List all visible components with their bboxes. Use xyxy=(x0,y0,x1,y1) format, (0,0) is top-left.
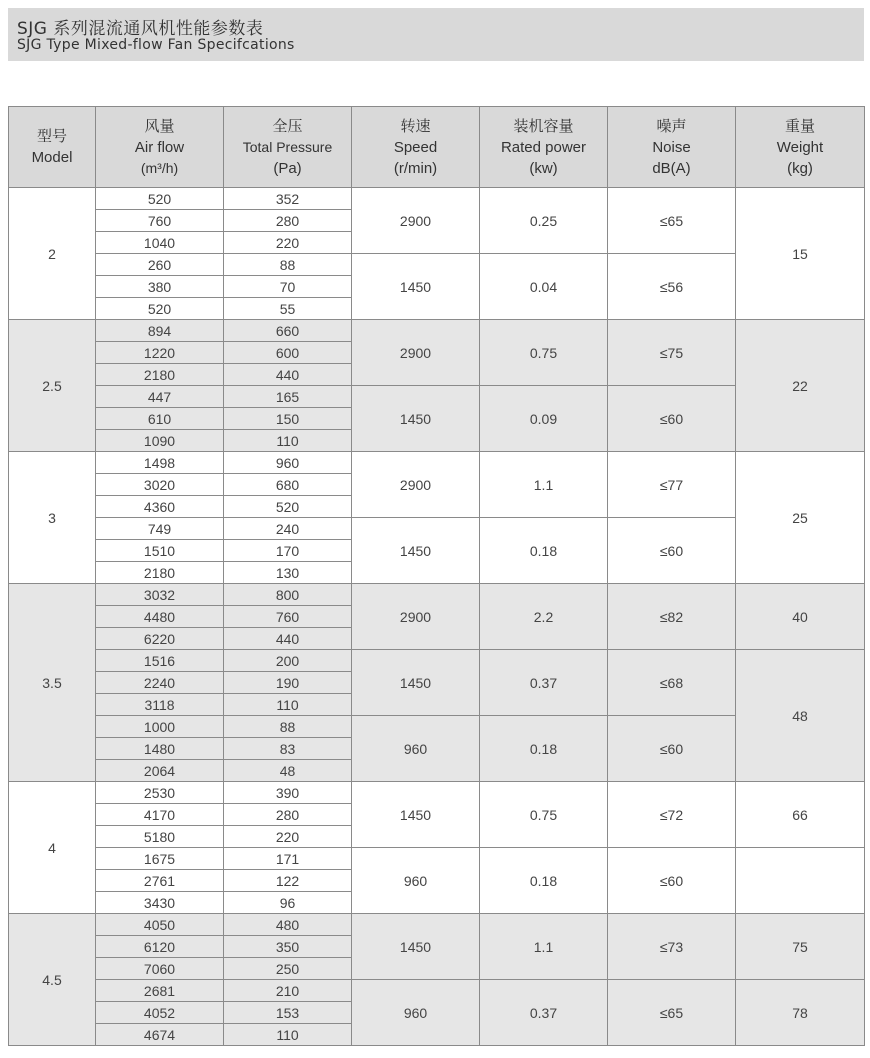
pressure-cell: 110 xyxy=(224,694,352,716)
table-row xyxy=(9,452,865,474)
pressure-cell: 88 xyxy=(224,254,352,276)
weight-cell: 78 xyxy=(736,980,865,1046)
airflow-cell: 1220 xyxy=(96,342,224,364)
col-noise-unit: dB(A) xyxy=(652,159,691,177)
model-cell: 2.5 xyxy=(9,320,96,452)
pressure-cell: 190 xyxy=(224,672,352,694)
airflow-cell: 6120 xyxy=(96,936,224,958)
speed-cell: 1450 xyxy=(352,254,480,320)
noise-cell: ≤65 xyxy=(608,188,736,254)
airflow-cell: 1090 xyxy=(96,430,224,452)
speed-cell: 1450 xyxy=(352,782,480,848)
table-row xyxy=(9,320,865,342)
noise-cell: ≤60 xyxy=(608,716,736,782)
table-row xyxy=(9,782,865,804)
noise-cell: ≤65 xyxy=(608,980,736,1046)
airflow-cell: 1000 xyxy=(96,716,224,738)
col-speed-header xyxy=(352,107,480,188)
airflow-cell: 4480 xyxy=(96,606,224,628)
table-header-row xyxy=(9,107,865,188)
pressure-cell: 110 xyxy=(224,1024,352,1046)
pressure-cell: 440 xyxy=(224,628,352,650)
noise-cell: ≤77 xyxy=(608,452,736,518)
weight-cell: 66 xyxy=(736,782,865,848)
col-pressure-cn: 全压 xyxy=(272,117,303,135)
weight-cell: 15 xyxy=(736,188,865,320)
col-noise-cn: 噪声 xyxy=(656,117,687,135)
pressure-cell: 171 xyxy=(224,848,352,870)
power-cell: 0.75 xyxy=(480,320,608,386)
weight-cell xyxy=(736,848,865,914)
col-speed-cn: 转速 xyxy=(400,117,431,135)
airflow-cell: 3020 xyxy=(96,474,224,496)
airflow-cell: 2180 xyxy=(96,364,224,386)
col-power-unit: (kw) xyxy=(529,159,558,177)
pressure-cell: 48 xyxy=(224,760,352,782)
pressure-cell: 96 xyxy=(224,892,352,914)
speed-cell: 2900 xyxy=(352,188,480,254)
speed-cell: 2900 xyxy=(352,584,480,650)
noise-cell: ≤56 xyxy=(608,254,736,320)
power-cell: 2.2 xyxy=(480,584,608,650)
noise-cell: ≤60 xyxy=(608,518,736,584)
pressure-cell: 350 xyxy=(224,936,352,958)
airflow-cell: 2530 xyxy=(96,782,224,804)
airflow-cell: 6220 xyxy=(96,628,224,650)
col-airflow-unit: (m³/h) xyxy=(140,159,179,176)
airflow-cell: 2761 xyxy=(96,870,224,892)
speed-cell: 1450 xyxy=(352,914,480,980)
model-cell: 3 xyxy=(9,452,96,584)
power-cell: 0.37 xyxy=(480,980,608,1046)
weight-cell: 48 xyxy=(736,650,865,782)
airflow-cell: 1510 xyxy=(96,540,224,562)
pressure-cell: 210 xyxy=(224,980,352,1002)
col-noise-header xyxy=(608,107,736,188)
airflow-cell: 3032 xyxy=(96,584,224,606)
speed-cell: 960 xyxy=(352,980,480,1046)
pressure-cell: 800 xyxy=(224,584,352,606)
model-cell: 2 xyxy=(9,188,96,320)
noise-cell: ≤75 xyxy=(608,320,736,386)
weight-cell: 75 xyxy=(736,914,865,980)
pressure-cell: 122 xyxy=(224,870,352,892)
airflow-cell: 4170 xyxy=(96,804,224,826)
pressure-cell: 352 xyxy=(224,188,352,210)
power-cell: 0.18 xyxy=(480,848,608,914)
pressure-cell: 280 xyxy=(224,210,352,232)
pressure-cell: 680 xyxy=(224,474,352,496)
col-weight-cn: 重量 xyxy=(784,117,815,135)
pressure-cell: 220 xyxy=(224,826,352,848)
pressure-cell: 520 xyxy=(224,496,352,518)
power-cell: 0.09 xyxy=(480,386,608,452)
pressure-cell: 440 xyxy=(224,364,352,386)
power-cell: 0.18 xyxy=(480,518,608,584)
title-chinese: SJG 系列混流通风机性能参数表 xyxy=(17,19,264,39)
pressure-cell: 250 xyxy=(224,958,352,980)
airflow-cell: 1675 xyxy=(96,848,224,870)
noise-cell: ≤82 xyxy=(608,584,736,650)
airflow-cell: 520 xyxy=(96,298,224,320)
col-weight-unit: (kg) xyxy=(787,159,813,177)
noise-cell: ≤68 xyxy=(608,650,736,716)
airflow-cell: 4360 xyxy=(96,496,224,518)
title-english: SJG Type Mixed-flow Fan Specifcations xyxy=(17,37,295,53)
pressure-cell: 660 xyxy=(224,320,352,342)
airflow-cell: 260 xyxy=(96,254,224,276)
page-header xyxy=(8,8,864,61)
airflow-cell: 3430 xyxy=(96,892,224,914)
noise-cell: ≤60 xyxy=(608,848,736,914)
pressure-cell: 70 xyxy=(224,276,352,298)
model-cell: 4 xyxy=(9,782,96,914)
pressure-cell: 390 xyxy=(224,782,352,804)
noise-cell: ≤73 xyxy=(608,914,736,980)
pressure-cell: 600 xyxy=(224,342,352,364)
weight-cell: 22 xyxy=(736,320,865,452)
pressure-cell: 170 xyxy=(224,540,352,562)
weight-cell: 25 xyxy=(736,452,865,584)
airflow-cell: 1040 xyxy=(96,232,224,254)
col-power-header xyxy=(480,107,608,188)
col-pressure-header xyxy=(224,107,352,188)
power-cell: 1.1 xyxy=(480,914,608,980)
power-cell: 0.04 xyxy=(480,254,608,320)
power-cell: 0.37 xyxy=(480,650,608,716)
table-row xyxy=(9,188,865,210)
model-cell: 4.5 xyxy=(9,914,96,1046)
speed-cell: 1450 xyxy=(352,386,480,452)
pressure-cell: 153 xyxy=(224,1002,352,1024)
speed-cell: 960 xyxy=(352,716,480,782)
col-speed-unit: (r/min) xyxy=(393,159,438,177)
airflow-cell: 447 xyxy=(96,386,224,408)
power-cell: 1.1 xyxy=(480,452,608,518)
spec-table xyxy=(8,106,865,1046)
col-power-cn: 装机容量 xyxy=(513,117,574,135)
airflow-cell: 749 xyxy=(96,518,224,540)
pressure-cell: 240 xyxy=(224,518,352,540)
table-row xyxy=(9,914,865,936)
airflow-cell: 610 xyxy=(96,408,224,430)
airflow-cell: 1498 xyxy=(96,452,224,474)
power-cell: 0.18 xyxy=(480,716,608,782)
airflow-cell: 4052 xyxy=(96,1002,224,1024)
col-airflow-header xyxy=(96,107,224,188)
col-model-en: Model xyxy=(31,149,73,166)
col-power-en: Rated power xyxy=(500,138,587,156)
airflow-cell: 2064 xyxy=(96,760,224,782)
col-airflow-en: Air flow xyxy=(134,138,185,156)
airflow-cell: 760 xyxy=(96,210,224,232)
airflow-cell: 2240 xyxy=(96,672,224,694)
col-model-header xyxy=(9,107,96,188)
col-pressure-en: Total Pressure xyxy=(242,138,333,155)
model-cell: 3.5 xyxy=(9,584,96,782)
airflow-cell: 520 xyxy=(96,188,224,210)
pressure-cell: 220 xyxy=(224,232,352,254)
pressure-cell: 130 xyxy=(224,562,352,584)
pressure-cell: 88 xyxy=(224,716,352,738)
col-airflow-cn: 风量 xyxy=(144,117,175,135)
weight-cell: 40 xyxy=(736,584,865,650)
power-cell: 0.75 xyxy=(480,782,608,848)
airflow-cell: 4674 xyxy=(96,1024,224,1046)
table-row xyxy=(9,584,865,606)
col-pressure-unit: (Pa) xyxy=(273,159,302,177)
airflow-cell: 380 xyxy=(96,276,224,298)
col-weight-en: Weight xyxy=(776,138,824,156)
pressure-cell: 280 xyxy=(224,804,352,826)
pressure-cell: 480 xyxy=(224,914,352,936)
speed-cell: 1450 xyxy=(352,650,480,716)
pressure-cell: 760 xyxy=(224,606,352,628)
airflow-cell: 1516 xyxy=(96,650,224,672)
airflow-cell: 3118 xyxy=(96,694,224,716)
airflow-cell: 1480 xyxy=(96,738,224,760)
pressure-cell: 55 xyxy=(224,298,352,320)
table-row xyxy=(9,848,865,870)
noise-cell: ≤72 xyxy=(608,782,736,848)
noise-cell: ≤60 xyxy=(608,386,736,452)
speed-cell: 960 xyxy=(352,848,480,914)
airflow-cell: 5180 xyxy=(96,826,224,848)
table-row xyxy=(9,650,865,672)
airflow-cell: 894 xyxy=(96,320,224,342)
power-cell: 0.25 xyxy=(480,188,608,254)
table-row xyxy=(9,980,865,1002)
pressure-cell: 200 xyxy=(224,650,352,672)
pressure-cell: 83 xyxy=(224,738,352,760)
speed-cell: 1450 xyxy=(352,518,480,584)
airflow-cell: 2180 xyxy=(96,562,224,584)
pressure-cell: 110 xyxy=(224,430,352,452)
col-model-cn: 型号 xyxy=(36,128,67,145)
col-speed-en: Speed xyxy=(393,138,438,156)
pressure-cell: 165 xyxy=(224,386,352,408)
col-noise-en: Noise xyxy=(652,138,691,156)
pressure-cell: 150 xyxy=(224,408,352,430)
airflow-cell: 2681 xyxy=(96,980,224,1002)
col-weight-header xyxy=(736,107,865,188)
speed-cell: 2900 xyxy=(352,320,480,386)
airflow-cell: 7060 xyxy=(96,958,224,980)
speed-cell: 2900 xyxy=(352,452,480,518)
airflow-cell: 4050 xyxy=(96,914,224,936)
pressure-cell: 960 xyxy=(224,452,352,474)
